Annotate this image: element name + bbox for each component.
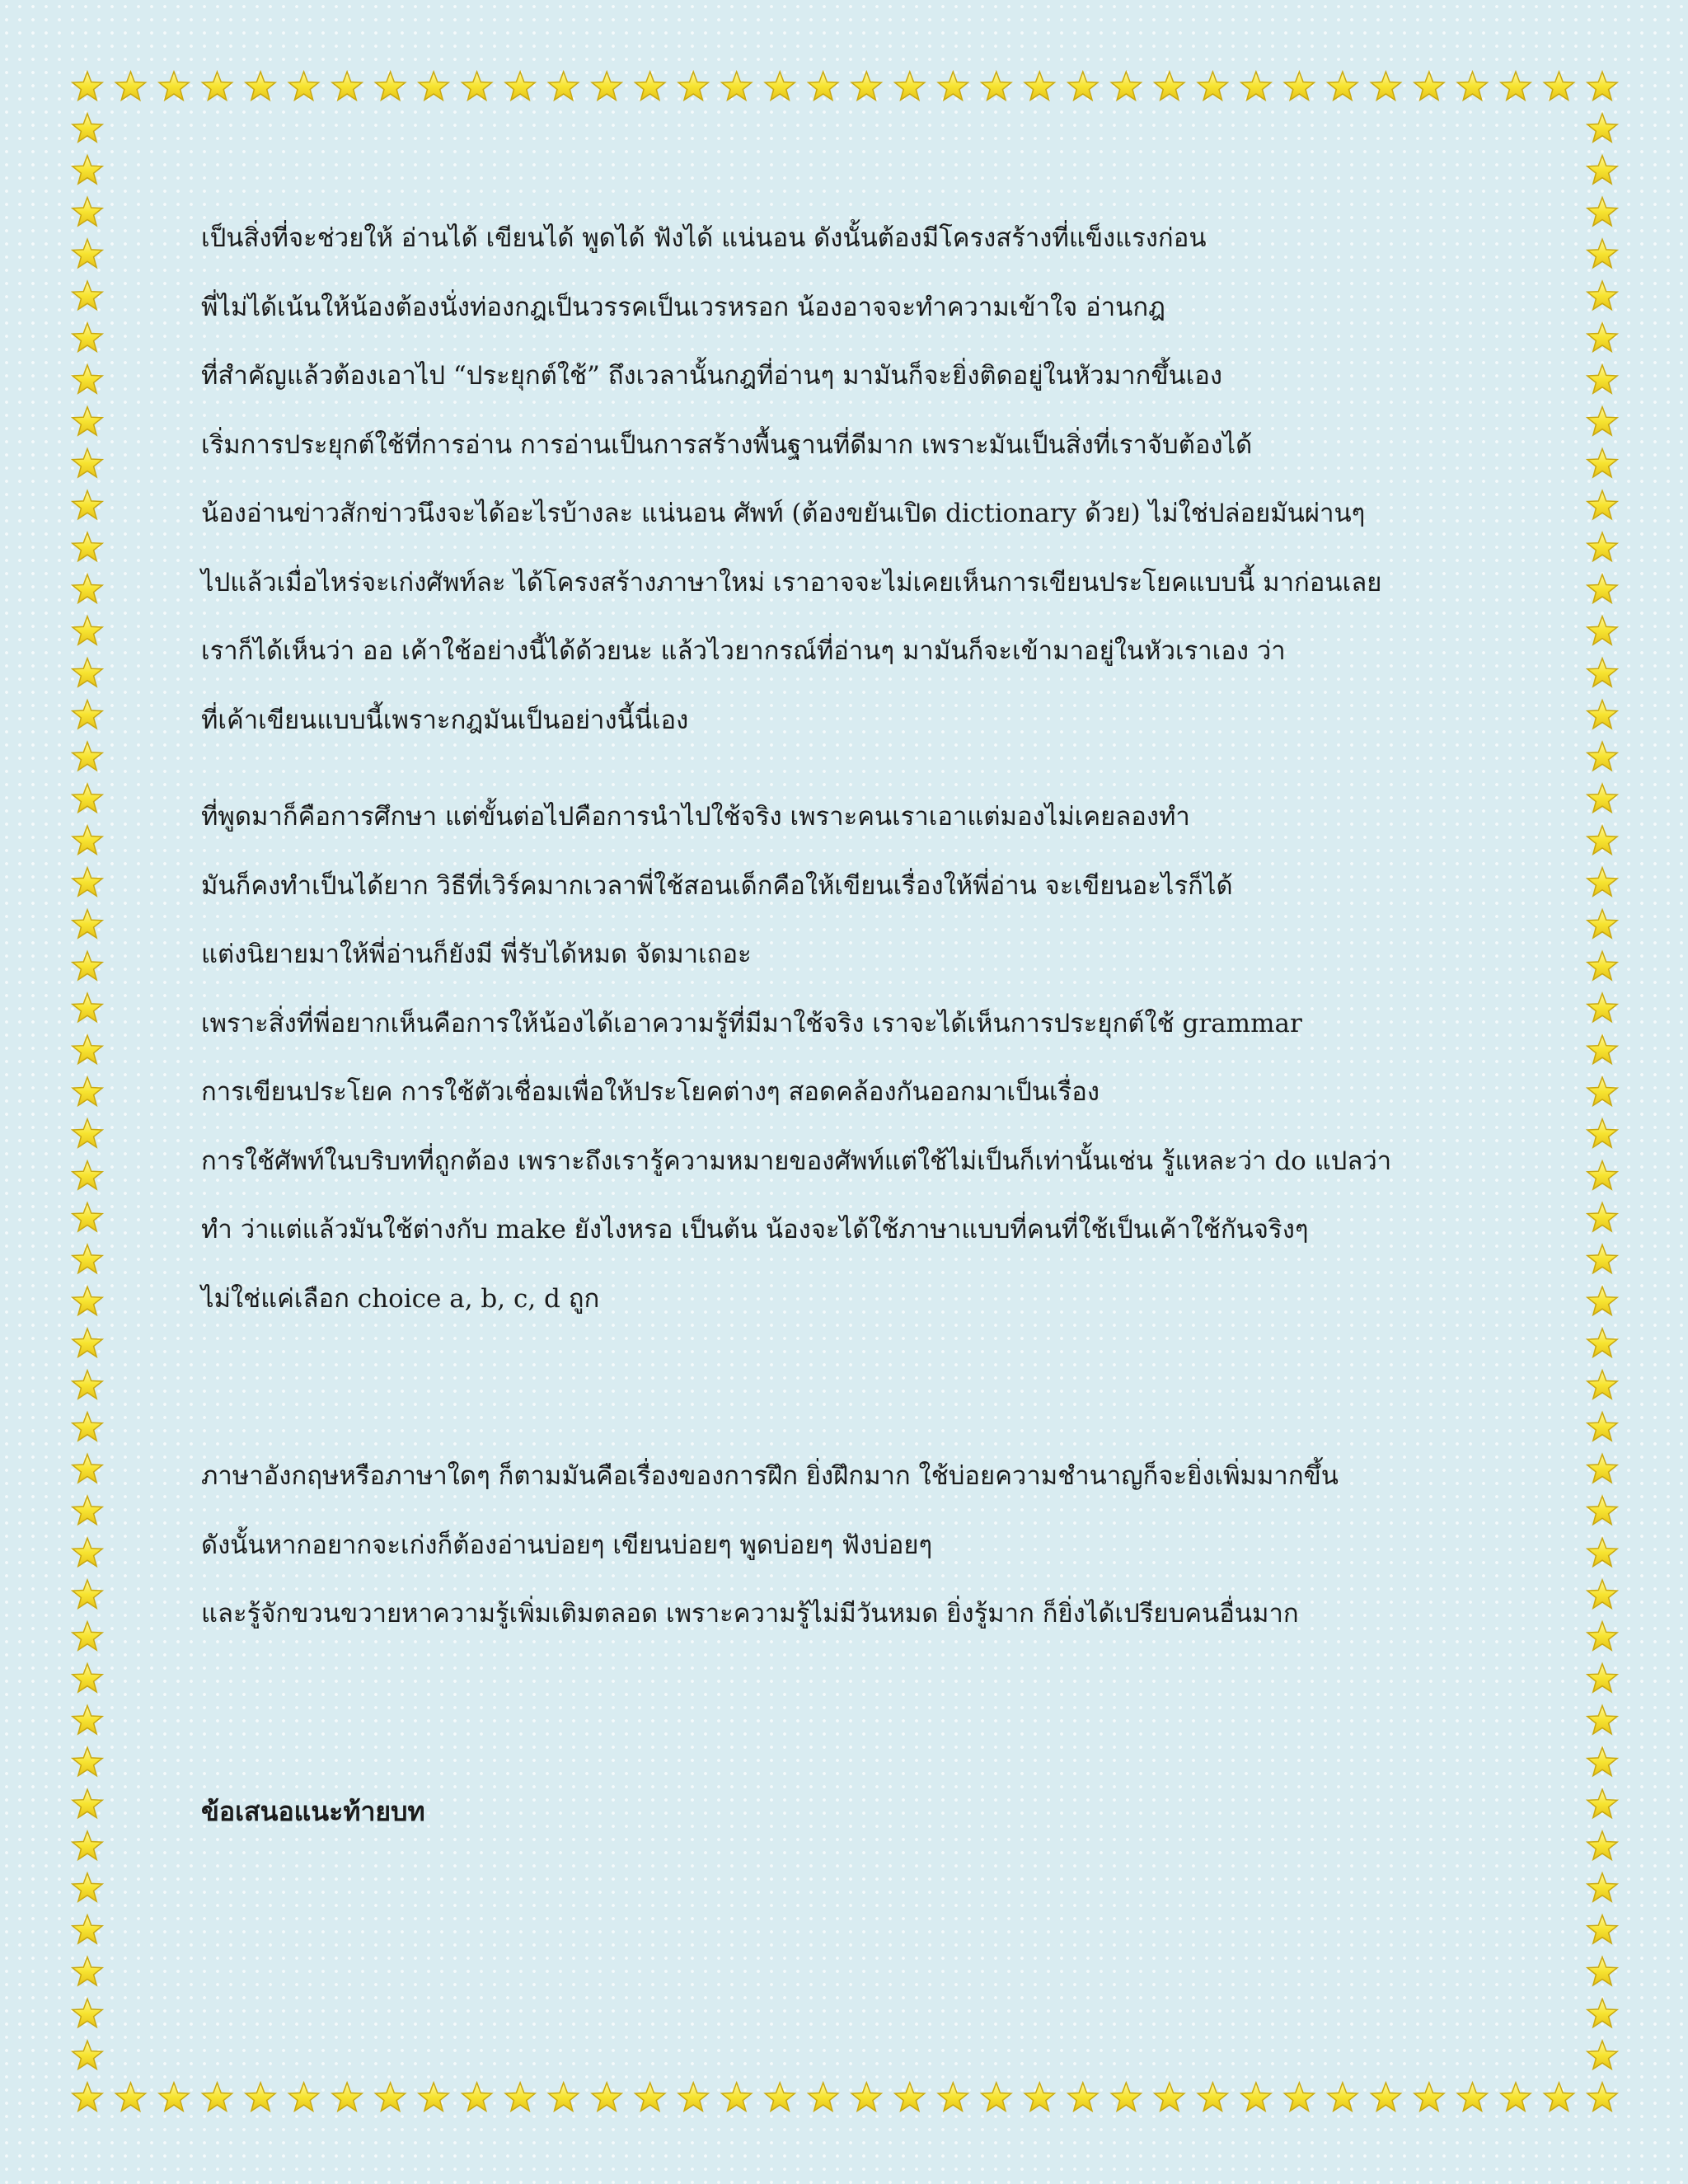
star-icon xyxy=(678,2083,708,2111)
star-icon xyxy=(1587,323,1617,351)
star-icon xyxy=(1025,72,1054,100)
text-line: พี่ไม่ได้เน้นให้น้องต้องนั่งท่องกฎเป็นวรรคเป็นเวรหรอก น้องอาจจะทำความเข้าใจ อ่านกฎ xyxy=(201,292,1165,322)
star-icon xyxy=(73,1329,102,1357)
star-icon xyxy=(73,1831,102,1859)
star-icon xyxy=(73,1580,102,1608)
star-icon xyxy=(1587,1077,1617,1105)
star-icon xyxy=(1587,1035,1617,1063)
text-line: ไม่ใช่แค่เลือก choice a, b, c, d ถูก xyxy=(201,1283,600,1314)
text-line: เราก็ได้เห็นว่า ออ เค้าใช้อย่างนี้ได้ด้วยนะ แล้วไวยากรณ์ที่อ่านๆ มามันก็จะเข้ามาอยู่ในหัวเราเอง ว่า xyxy=(201,636,1286,666)
star-icon xyxy=(73,1789,102,1817)
star-icon xyxy=(1414,2083,1444,2111)
star-icon xyxy=(115,2083,145,2111)
star-icon xyxy=(73,910,102,938)
star-icon xyxy=(1587,1915,1617,1943)
star-icon xyxy=(159,72,189,100)
text-line: ภาษาอังกฤษหรือภาษาใดๆ ก็ตามมันคือเรื่องของการฝึก ยิ่งฝึกมาก ใช้บ่อยความชำนาญก็จะยิ่งเพิ่มมากขึ้น xyxy=(201,1461,1339,1491)
star-icon xyxy=(462,2083,492,2111)
star-icon xyxy=(592,72,621,100)
star-icon xyxy=(1587,993,1617,1021)
star-icon xyxy=(73,1622,102,1650)
star-icon xyxy=(1587,2083,1617,2111)
star-icon xyxy=(1587,742,1617,770)
star-icon xyxy=(1587,1413,1617,1441)
text-line: ไปแล้วเมื่อไหร่จะเก่งศัพท์ละ ได้โครงสร้างภาษาใหม่ เราอาจจะไม่เคยเห็นการเขียนประโยคแบบนี้ มาก่อนเลย xyxy=(201,567,1382,598)
star-icon xyxy=(73,1161,102,1189)
star-icon xyxy=(73,449,102,477)
star-icon xyxy=(73,826,102,854)
star-icon xyxy=(549,2083,579,2111)
star-icon xyxy=(73,1915,102,1943)
star-icon xyxy=(419,72,448,100)
star-icon xyxy=(73,1496,102,1524)
star-icon xyxy=(73,1999,102,2027)
star-icon xyxy=(592,2083,621,2111)
star-icon xyxy=(1155,2083,1184,2111)
star-icon xyxy=(1587,1831,1617,1859)
star-icon xyxy=(1587,574,1617,602)
star-icon xyxy=(73,198,102,226)
star-icon xyxy=(1587,1999,1617,2027)
star-icon xyxy=(1587,1203,1617,1231)
star-icon xyxy=(635,2083,665,2111)
section-heading: ข้อเสนอแนะท้ายบท xyxy=(201,1796,425,1827)
star-icon xyxy=(1587,198,1617,226)
star-icon xyxy=(1241,2083,1271,2111)
star-icon xyxy=(376,72,406,100)
star-icon xyxy=(1587,114,1617,142)
text-line: ที่สำคัญแล้วต้องเอาไป “ประยุกต์ใช้” ถึงเวลานั้นกฎที่อ่านๆ มามันก็จะยิ่งติดอยู่ในหัวมากขึ้นเอง xyxy=(201,361,1223,391)
star-icon xyxy=(1587,701,1617,729)
star-icon xyxy=(549,72,579,100)
star-icon xyxy=(1241,72,1271,100)
star-icon xyxy=(73,323,102,351)
paragraph-1 xyxy=(201,204,1381,755)
star-icon xyxy=(678,72,708,100)
star-icon xyxy=(73,365,102,393)
star-icon xyxy=(1587,1538,1617,1566)
star-icon xyxy=(203,2083,232,2111)
star-icon xyxy=(1587,1580,1617,1608)
star-icon xyxy=(73,993,102,1021)
star-icon xyxy=(1587,532,1617,560)
star-icon xyxy=(73,281,102,309)
star-icon xyxy=(851,2083,881,2111)
star-icon xyxy=(73,701,102,729)
star-icon xyxy=(1587,1664,1617,1692)
star-icon xyxy=(1328,72,1357,100)
star-icon xyxy=(1587,784,1617,812)
star-icon xyxy=(73,407,102,435)
star-icon xyxy=(1025,2083,1054,2111)
star-icon xyxy=(246,72,275,100)
star-icon xyxy=(73,658,102,687)
star-icon xyxy=(73,1119,102,1147)
star-icon xyxy=(203,72,232,100)
star-icon xyxy=(1587,1329,1617,1357)
star-icon xyxy=(73,1957,102,1985)
star-icon xyxy=(1587,449,1617,477)
star-icon xyxy=(722,2083,752,2111)
star-icon xyxy=(505,72,535,100)
star-icon xyxy=(1587,616,1617,644)
star-icon xyxy=(73,2041,102,2069)
star-icon xyxy=(332,72,362,100)
star-icon xyxy=(1587,365,1617,393)
star-icon xyxy=(289,72,319,100)
star-icon xyxy=(73,156,102,184)
paragraph-3 xyxy=(201,1442,1339,1649)
star-icon xyxy=(1587,868,1617,896)
star-icon xyxy=(938,2083,968,2111)
star-icon xyxy=(73,1035,102,1063)
star-icon xyxy=(1587,1747,1617,1775)
star-icon xyxy=(73,574,102,602)
text-line: ทำ ว่าแต่แล้วมันใช้ต่างกับ make ยังไงหรอ เป็นต้น น้องจะได้ใช้ภาษาแบบที่คนที่ใช้เป็นเค้าใช้กันจริงๆ xyxy=(201,1215,1309,1244)
star-icon xyxy=(505,2083,535,2111)
star-icon xyxy=(1587,826,1617,854)
star-icon xyxy=(73,1873,102,1901)
star-icon xyxy=(1328,2083,1357,2111)
star-icon xyxy=(462,72,492,100)
star-icon xyxy=(1587,1496,1617,1524)
text-line: มันก็คงทำเป็นได้ยาก วิธีที่เวิร์คมากเวลาพี่ใช้สอนเด็กคือให้เขียนเรื่องให้พี่อ่าน จะเขียนอะไรก็ได้ xyxy=(201,870,1233,901)
star-icon xyxy=(1587,1161,1617,1189)
text-line: ดังนั้นหากอยากจะเก่งก็ต้องอ่านบ่อยๆ เขียนบ่อยๆ พูดบ่อยๆ ฟังบ่อยๆ xyxy=(201,1530,933,1560)
star-icon xyxy=(982,2083,1011,2111)
star-icon xyxy=(1371,2083,1400,2111)
star-icon xyxy=(1587,156,1617,184)
star-icon xyxy=(1371,72,1400,100)
text-line: ที่พูดมาก็คือการศึกษา แต่ขั้นต่อไปคือการนำไปใช้จริง เพราะคนเราเอาแต่มองไม่เคยลองทำ xyxy=(201,802,1190,832)
star-icon xyxy=(1544,72,1573,100)
star-icon xyxy=(1414,72,1444,100)
text-line: เริ่มการประยุกต์ใช้ที่การอ่าน การอ่านเป็นการสร้างพื้นฐานที่ดีมาก เพราะมันเป็นสิ่งที่เราจับต้องได้ xyxy=(201,429,1253,460)
star-icon xyxy=(1587,407,1617,435)
star-icon xyxy=(1068,72,1098,100)
text-line: ที่เค้าเขียนแบบนี้เพราะกฎมันเป็นอย่างนี้นี่เอง xyxy=(201,705,689,735)
star-icon xyxy=(1501,2083,1531,2111)
star-icon xyxy=(1111,72,1141,100)
star-icon xyxy=(332,2083,362,2111)
star-icon xyxy=(73,1203,102,1231)
paragraph-2 xyxy=(201,783,1391,1333)
star-icon xyxy=(73,1244,102,1272)
star-icon xyxy=(1587,658,1617,687)
star-icon xyxy=(1587,952,1617,980)
star-icon xyxy=(376,2083,406,2111)
star-icon xyxy=(1587,239,1617,267)
star-icon xyxy=(73,490,102,518)
star-icon xyxy=(851,72,881,100)
star-icon xyxy=(73,1077,102,1105)
text-line: การเขียนประโยค การใช้ตัวเชื่อมเพื่อให้ประโยคต่างๆ สอดคล้องกันออกมาเป็นเรื่อง xyxy=(201,1077,1100,1107)
star-icon xyxy=(1155,72,1184,100)
star-icon xyxy=(73,72,102,100)
star-icon xyxy=(765,2083,795,2111)
star-icon xyxy=(73,1706,102,1734)
star-icon xyxy=(938,72,968,100)
star-icon xyxy=(73,616,102,644)
star-icon xyxy=(1587,1244,1617,1272)
star-icon xyxy=(895,72,925,100)
star-icon xyxy=(1587,72,1617,100)
text-line: เป็นสิ่งที่จะช่วยให้ อ่านได้ เขียนได้ พูดได้ ฟังได้ แน่นอน ดังนั้นต้องมีโครงสร้างที่แข็งแรงก่อน xyxy=(201,223,1207,253)
star-icon xyxy=(1587,1119,1617,1147)
star-icon xyxy=(73,742,102,770)
star-icon xyxy=(1587,910,1617,938)
star-icon xyxy=(73,784,102,812)
star-icon xyxy=(73,1747,102,1775)
star-icon xyxy=(1457,2083,1487,2111)
star-icon xyxy=(73,239,102,267)
star-icon xyxy=(1587,2041,1617,2069)
star-icon xyxy=(1587,1455,1617,1483)
text-line: และรู้จักขวนขวายหาความรู้เพิ่มเติมตลอด เพราะความรู้ไม่มีวันหมด ยิ่งรู้มาก ก็ยิ่งได้เปรียบคนอื่นมาก xyxy=(201,1599,1299,1629)
star-icon xyxy=(73,1286,102,1315)
star-icon xyxy=(1587,1957,1617,1985)
star-icon xyxy=(635,72,665,100)
star-icon xyxy=(1587,1706,1617,1734)
star-icon xyxy=(246,2083,275,2111)
star-icon xyxy=(809,2083,838,2111)
star-icon xyxy=(982,72,1011,100)
star-icon xyxy=(419,2083,448,2111)
star-icon xyxy=(895,2083,925,2111)
star-icon xyxy=(73,1455,102,1483)
text-line: เพราะสิ่งที่พี่อยากเห็นคือการให้น้องได้เอาความรู้ที่มีมาใช้จริง เราจะได้เห็นการประยุกต์ใช้ grammar xyxy=(201,1008,1302,1038)
star-icon xyxy=(73,1664,102,1692)
star-icon xyxy=(1544,2083,1573,2111)
star-icon xyxy=(1198,2083,1227,2111)
star-icon xyxy=(1587,1622,1617,1650)
star-icon xyxy=(73,114,102,142)
star-icon xyxy=(73,2083,102,2111)
star-icon xyxy=(1284,2083,1314,2111)
star-icon xyxy=(1198,72,1227,100)
star-icon xyxy=(73,868,102,896)
star-icon xyxy=(1587,1789,1617,1817)
star-icon xyxy=(1587,490,1617,518)
star-icon xyxy=(159,2083,189,2111)
star-icon xyxy=(722,72,752,100)
star-icon xyxy=(73,1371,102,1399)
star-icon xyxy=(1284,72,1314,100)
star-icon xyxy=(73,1538,102,1566)
text-line: น้องอ่านข่าวสักข่าวนึงจะได้อะไรบ้างละ แน่นอน ศัพท์ (ต้องขยันเปิด dictionary ด้วย) ไม่ใช่ปล่อยมันผ่านๆ xyxy=(201,499,1366,528)
star-icon xyxy=(1587,1371,1617,1399)
star-icon xyxy=(1587,1873,1617,1901)
star-icon xyxy=(765,72,795,100)
star-icon xyxy=(1501,72,1531,100)
star-icon xyxy=(115,72,145,100)
text-line: การใช้ศัพท์ในบริบทที่ถูกต้อง เพราะถึงเรารู้ความหมายของศัพท์แต่ใช้ไม่เป็นก็เท่านั้นเช่น รู้แหละว่า do แปลว่า xyxy=(201,1146,1392,1176)
star-icon xyxy=(1587,281,1617,309)
star-icon xyxy=(1111,2083,1141,2111)
star-icon xyxy=(1457,72,1487,100)
star-icon xyxy=(73,532,102,560)
star-icon xyxy=(289,2083,319,2111)
star-icon xyxy=(73,952,102,980)
text-line: แต่งนิยายมาให้พี่อ่านก็ยังมี พี่รับได้หมด จัดมาเถอะ xyxy=(201,940,752,969)
star-icon xyxy=(809,72,838,100)
star-icon xyxy=(1068,2083,1098,2111)
star-icon xyxy=(73,1413,102,1441)
star-icon xyxy=(1587,1286,1617,1315)
